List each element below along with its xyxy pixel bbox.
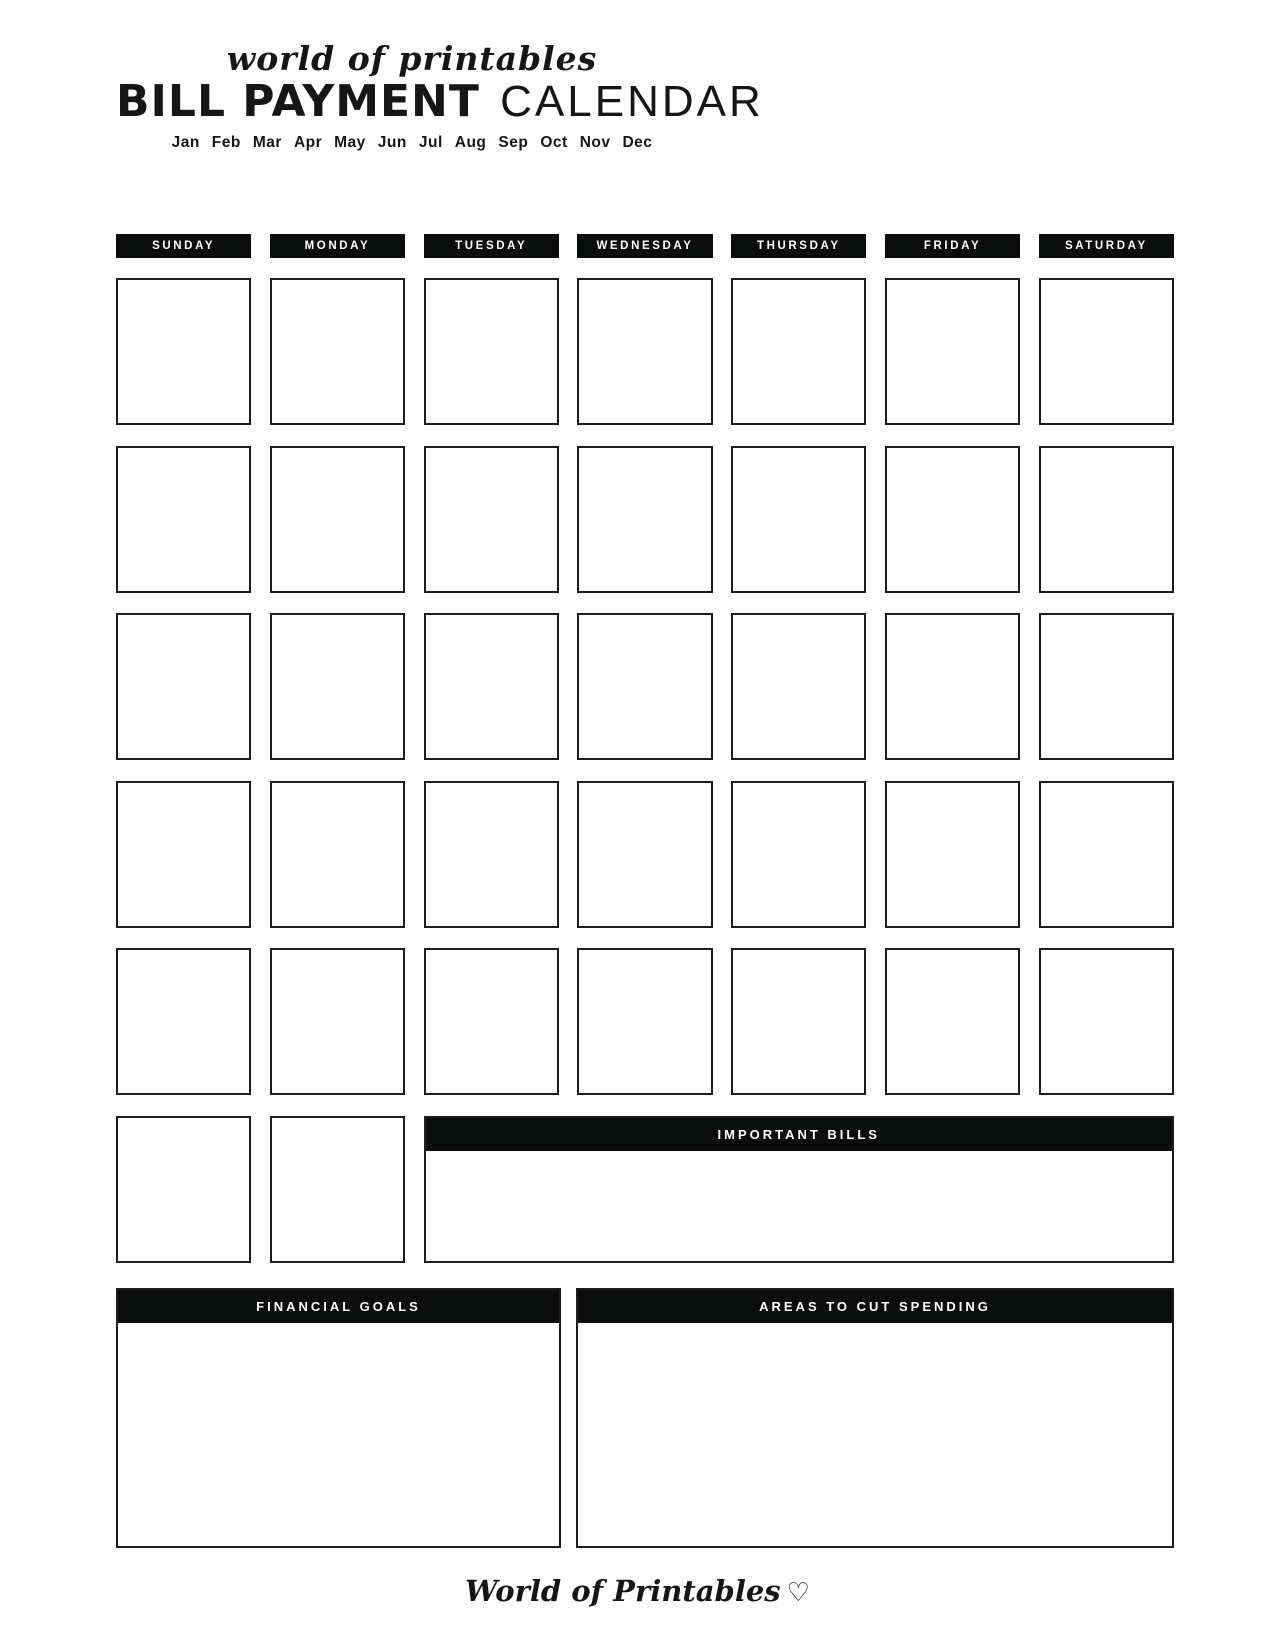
important-bills-title: IMPORTANT BILLS [717, 1127, 880, 1142]
month-label-jul: Jul [418, 133, 443, 151]
month-label-jun: Jun [377, 133, 407, 151]
calendar-cell [577, 781, 712, 928]
calendar-cell [885, 613, 1020, 760]
financial-goals-title: FINANCIAL GOALS [256, 1299, 421, 1314]
calendar-cell [577, 446, 712, 593]
calendar-row-3 [116, 613, 1174, 760]
calendar-cell [1039, 781, 1174, 928]
calendar-cell [116, 278, 251, 425]
calendar-cell [424, 948, 559, 1095]
month-label-dec: Dec [622, 133, 653, 151]
calendar-cell [885, 948, 1020, 1095]
important-bills-header [426, 1118, 1173, 1151]
calendar-cell [1039, 948, 1174, 1095]
calendar-cell [885, 278, 1020, 425]
page-header [116, 39, 764, 152]
month-label-feb: Feb [211, 133, 241, 151]
day-header-sunday: SUNDAY [116, 234, 251, 258]
calendar-cell [424, 781, 559, 928]
calendar-cell [270, 446, 405, 593]
month-label-nov: Nov [579, 133, 611, 151]
calendar-cell [270, 948, 405, 1095]
page-title [116, 75, 764, 127]
calendar-cell [731, 446, 866, 593]
calendar-cell [270, 1116, 405, 1263]
calendar-cell [424, 446, 559, 593]
months-row [116, 134, 708, 152]
calendar-cell [577, 278, 712, 425]
calendar-cell [731, 613, 866, 760]
calendar-cell [116, 446, 251, 593]
calendar-cell [577, 948, 712, 1095]
calendar-row-1 [116, 278, 1174, 425]
calendar-cell [731, 948, 866, 1095]
day-header-friday: FRIDAY [885, 234, 1020, 258]
areas-to-cut-spending-header [578, 1290, 1172, 1323]
calendar-cell [424, 613, 559, 760]
page-title-light: CALENDAR [500, 76, 764, 126]
day-header-wednesday: WEDNESDAY [577, 234, 712, 258]
calendar-cell [270, 278, 405, 425]
page-title-bold: BILL PAYMENT [116, 75, 480, 127]
calendar-cell [116, 781, 251, 928]
calendar-cell [116, 948, 251, 1095]
month-label-sep: Sep [498, 133, 529, 151]
calendar-row-2 [116, 446, 1174, 593]
month-label-jan: Jan [171, 133, 200, 151]
month-label-apr: Apr [293, 133, 323, 151]
areas-to-cut-spending-title: AREAS TO CUT SPENDING [759, 1299, 991, 1314]
calendar-cell [1039, 278, 1174, 425]
day-header-tuesday: TUESDAY [424, 234, 559, 258]
important-bills-section [424, 1116, 1175, 1263]
calendar-cell [116, 613, 251, 760]
page-footer [0, 1574, 1275, 1608]
calendar-cell [885, 781, 1020, 928]
financial-goals-header [118, 1290, 559, 1323]
calendar-cell [885, 446, 1020, 593]
footer-brand-text: World of Printables [465, 1574, 781, 1608]
month-label-mar: Mar [252, 133, 282, 151]
areas-to-cut-spending-section [576, 1288, 1174, 1548]
calendar-cell [1039, 613, 1174, 760]
day-header-row [116, 234, 1174, 258]
calendar-cell [731, 278, 866, 425]
calendar-cell [270, 781, 405, 928]
day-header-saturday: SATURDAY [1039, 234, 1174, 258]
calendar-row-5 [116, 948, 1174, 1095]
calendar-cell [731, 781, 866, 928]
financial-goals-section [116, 1288, 561, 1548]
brand-script-text: world of printables [226, 39, 598, 78]
month-label-oct: Oct [540, 133, 568, 151]
calendar-cell [1039, 446, 1174, 593]
calendar-cell [270, 613, 405, 760]
calendar-cell [577, 613, 712, 760]
day-header-thursday: THURSDAY [731, 234, 866, 258]
month-label-aug: Aug [454, 133, 487, 151]
heart-icon: ♡ [786, 1578, 810, 1608]
calendar-cell [116, 1116, 251, 1263]
month-label-may: May [334, 133, 366, 151]
calendar-row-4 [116, 781, 1174, 928]
calendar-cell [424, 278, 559, 425]
calendar-grid [116, 278, 1174, 1116]
day-header-monday: MONDAY [270, 234, 405, 258]
